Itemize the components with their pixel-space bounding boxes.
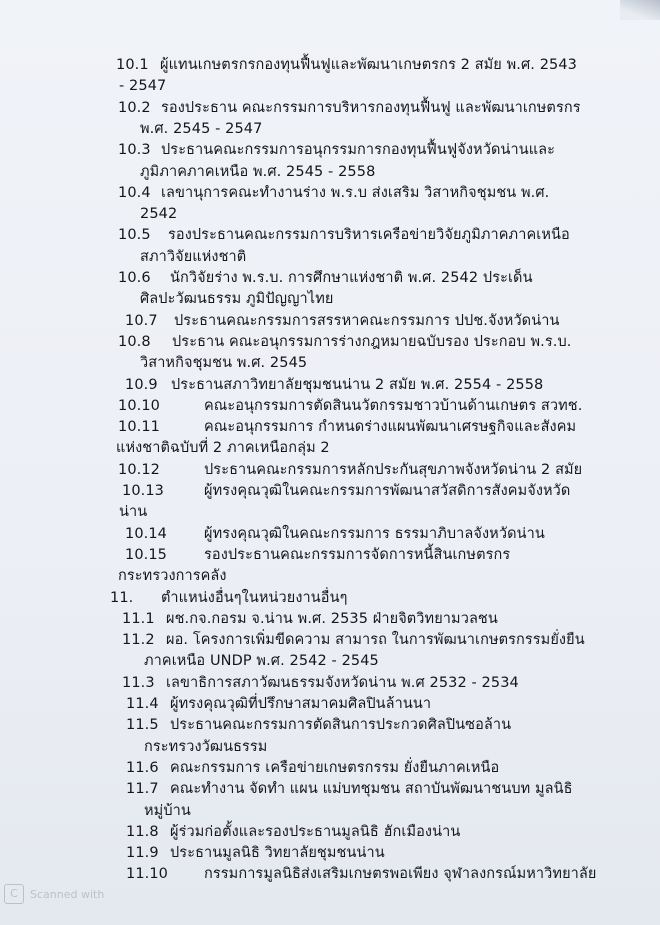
item-number: 10.10 (118, 398, 161, 414)
scanner-app-icon: C (4, 884, 24, 904)
item-text: เลขานุการคณะทำงานร่าง พ.ร.บ ส่งเสริม วิสาหกิจชุมชน พ.ศ. (161, 185, 550, 201)
item-text-continuation: กระทรวงวัฒนธรรม (144, 739, 268, 755)
item-number: 10.7 (125, 313, 158, 329)
item-number: 10.3 (118, 142, 151, 158)
item-number: 11.4 (126, 696, 159, 712)
item-text-continuation: หมู่บ้าน (144, 803, 191, 819)
item-text: ตำแหน่งอื่นๆในหน่วยงานอื่นๆ (161, 590, 348, 606)
item-text-continuation: แห่งชาติฉบับที่ 2 ภาคเหนือกลุ่ม 2 (116, 440, 330, 456)
item-number: 10.9 (125, 377, 158, 393)
item-text: คณะทำงาน จัดทำ แผน แม่บทชุมชน สถาบันพัฒนาชนบท มูลนิธิ (170, 781, 573, 797)
item-text-continuation: ศิลปะวัฒนธรรม ภูมิปัญญาไทย (140, 291, 334, 307)
item-number: 11.1 (122, 611, 155, 627)
item-number: 10.4 (118, 185, 151, 201)
item-text: ผู้ทรงคุณวุฒิในคณะกรรมการพัฒนาสวัสดิการสังคมจังหวัด (204, 483, 571, 499)
item-number: 11.10 (126, 866, 169, 882)
item-text: รองประธานคณะกรรมการจัดการหนี้สินเกษตรกร (204, 547, 511, 563)
item-text-continuation: ภูมิภาคภาคเหนือ พ.ศ. 2545 - 2558 (140, 164, 376, 180)
item-number: 10.15 (125, 547, 168, 563)
item-text: รองประธานคณะกรรมการบริหารเครือข่ายวิจัยภูมิภาคภาคเหนือ (168, 227, 570, 243)
item-text: กรรมการมูลนิธิส่งเสริมเกษตรพอเพียง จุฬาลงกรณ์มหาวิทยาลัย (204, 866, 597, 882)
item-text: ประธานคณะกรรมการหลักประกันสุขภาพจังหวัดน่าน 2 สมัย (204, 462, 583, 478)
item-number: 10.8 (118, 334, 151, 350)
scanner-watermark (4, 884, 104, 904)
item-text: ประธานมูลนิธิ วิทยาลัยชุมชนน่าน (170, 845, 385, 861)
item-text: ผช.กจ.กอรม จ.น่าน พ.ศ. 2535 ฝ่ายจิตวิทยามวลชน (166, 611, 498, 627)
item-text: เลขาธิการสภาวัฒนธรรมจังหวัดน่าน พ.ศ 2532 - 2534 (166, 675, 519, 691)
watermark-label: Scanned with (30, 887, 105, 901)
item-number: 10.2 (118, 100, 151, 116)
item-number: 10.11 (118, 419, 161, 435)
item-text: นักวิจัยร่าง พ.ร.บ. การศึกษาแห่งชาติ พ.ศ. 2542 ประเด็น (170, 270, 533, 286)
item-text-continuation: พ.ศ. 2545 - 2547 (140, 121, 263, 137)
item-text: ผู้แทนเกษตรกรกองทุนฟื้นฟูและพัฒนาเกษตรกร 2 สมัย พ.ศ. 2543 (160, 57, 578, 73)
item-number: 10.13 (122, 483, 165, 499)
item-number: 11.6 (126, 760, 159, 776)
item-number: 11.5 (126, 717, 159, 733)
item-text: ประธานคณะกรรมการตัดสินการประกวดศิลปินซอล้าน (170, 717, 512, 733)
item-text: คณะอนุกรรมการตัดสินนวัตกรรมชาวบ้านด้านเกษตร สวทช. (204, 398, 583, 414)
item-text: ประธานสภาวิทยาลัยชุมชนน่าน 2 สมัย พ.ศ. 2554 - 2558 (171, 377, 544, 393)
item-text-continuation: น่าน (119, 504, 148, 520)
item-number: 11. (110, 590, 134, 606)
item-text-continuation: ภาคเหนือ UNDP พ.ศ. 2542 - 2545 (144, 653, 379, 669)
item-number: 10.12 (118, 462, 161, 478)
item-number: 10.1 (116, 57, 149, 73)
item-text: ประธานคณะกรรมการสรรหาคณะกรรมการ ปปช.จังหวัดน่าน (174, 313, 560, 329)
item-text-continuation: - 2547 (119, 78, 167, 94)
item-text: คณะอนุกรรมการ กำหนดร่างแผนพัฒนาเศรษฐกิจและสังคม (204, 419, 577, 435)
item-number: 11.3 (122, 675, 155, 691)
item-number: 11.2 (122, 632, 155, 648)
item-number: 10.14 (125, 526, 168, 542)
item-text: รองประธาน คณะกรรมการบริหารกองทุนฟื้นฟู และพัฒนาเกษตรกร (161, 100, 581, 116)
item-text: ประธาน คณะอนุกรรมการร่างกฎหมายฉบับรอง ประกอบ พ.ร.บ. (172, 334, 572, 350)
item-number: 11.8 (126, 824, 159, 840)
item-text: คณะกรรมการ เครือข่ายเกษตรกรรม ยั่งยืนภาคเหนือ (170, 760, 500, 776)
item-text: ประธานคณะกรรมการอนุกรรมการกองทุนฟื้นฟูจังหวัดน่านและ (161, 142, 556, 158)
item-number: 10.5 (118, 227, 151, 243)
item-number: 11.9 (126, 845, 159, 861)
item-text: ผอ. โครงการเพิ่มขีดความ สามารถ ในการพัฒนาเกษตรกรรมยั่งยืน (166, 632, 585, 648)
item-number: 10.6 (118, 270, 151, 286)
item-text-continuation: 2542 (140, 206, 178, 222)
item-text-continuation: กระทรวงการคลัง (118, 568, 227, 584)
item-text: ผู้ร่วมก่อตั้งและรองประธานมูลนิธิ ฮักเมืองน่าน (170, 824, 461, 840)
item-text: ผู้ทรงคุณวุฒิในคณะกรรมการ ธรรมาภิบาลจังหวัดน่าน (204, 526, 545, 542)
item-text-continuation: วิสาหกิจชุมชน พ.ศ. 2545 (140, 355, 308, 371)
item-text: ผู้ทรงคุณวุฒิที่ปรึกษาสมาคมศิลปินล้านนา (170, 696, 432, 712)
item-number: 11.7 (126, 781, 159, 797)
item-text-continuation: สภาวิจัยแห่งชาติ (140, 249, 247, 265)
